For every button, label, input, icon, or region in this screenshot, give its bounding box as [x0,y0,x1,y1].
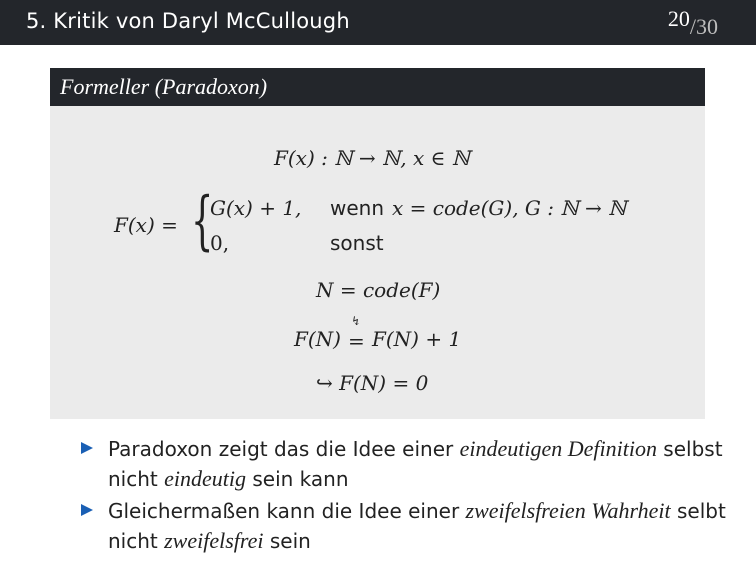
formula-contradiction-lhs: F(N) [294,327,341,351]
block-body [50,106,705,419]
list-item: Gleichermaßen kann die Idee einer zweifelsfreien Wahrheit selbt nicht zweifelsfrei sein [80,496,730,556]
case1-condition-expression: x = code(G), G : ℕ → ℕ [392,196,627,220]
page-number [667,6,718,39]
list-item: Paradoxon zeigt das die Idee einer eindeutigen Definition selbst nicht eindeutig sein kann [80,434,730,494]
block-title: Formeller (Paradoxon) [60,74,268,99]
page-total: /30 [689,14,718,39]
formula-signature: F(x) : ℕ → ℕ, x ∈ ℕ [274,146,471,170]
page-current: 20 [667,6,690,31]
bullet-list [80,434,730,558]
case-brace: { [191,184,214,258]
case2-expression: 0, [210,231,230,255]
header-bar [0,0,756,45]
formula-n-definition: N = code(F) [316,278,441,302]
case-lhs: F(x) = [114,213,178,237]
formula-contradiction-relation: = [348,329,365,353]
formula-contradiction-rhs: F(N) + 1 [372,327,462,351]
lightning-icon: ↯ [351,314,362,328]
block-header [50,68,705,106]
formula-conclusion: ↪ F(N) = 0 [316,371,429,395]
case1-condition-word: wenn [330,196,385,220]
bullet-triangle-icon [81,504,93,516]
section-title: 5. Kritik von Daryl McCullough [26,9,350,33]
bullet-triangle-icon [81,442,93,454]
case1-expression: G(x) + 1, [210,196,302,220]
case2-condition-word: sonst [330,231,384,255]
